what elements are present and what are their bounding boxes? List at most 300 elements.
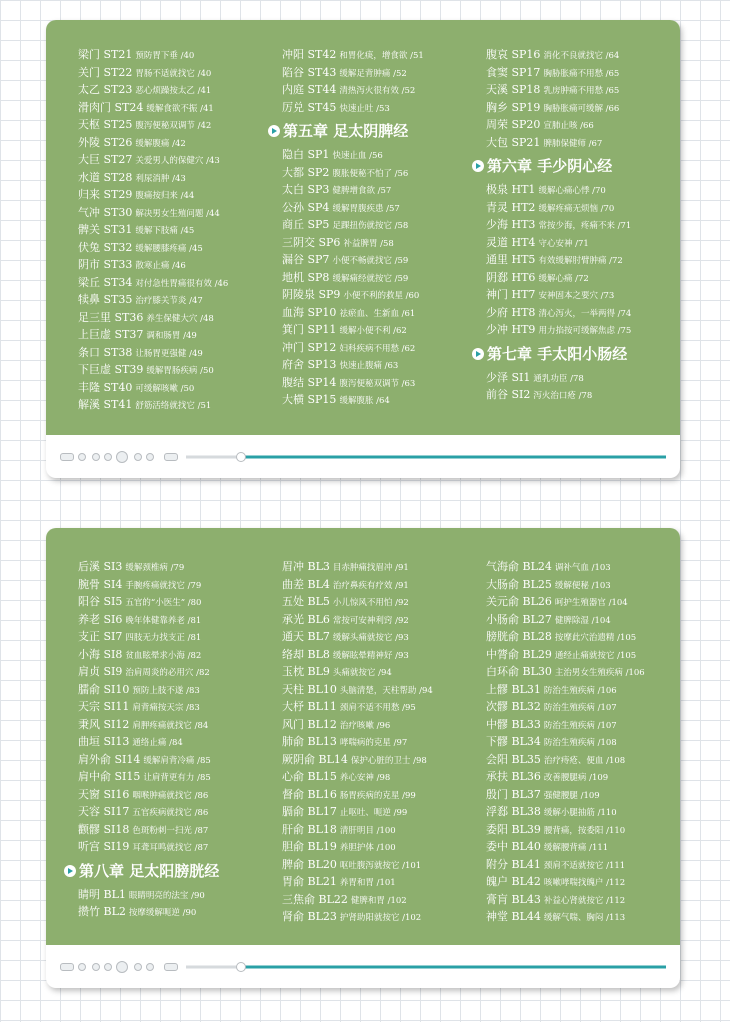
toc-entry[interactable] bbox=[486, 733, 680, 751]
toc-entry[interactable] bbox=[78, 628, 278, 646]
progress-track[interactable] bbox=[186, 455, 666, 458]
prev-icon[interactable] bbox=[78, 453, 86, 461]
acupoint-name: 阴陵泉 SP9 bbox=[282, 288, 341, 301]
acupoint-name: 神门 HT7 bbox=[486, 288, 536, 301]
toc-entry[interactable] bbox=[282, 681, 482, 699]
acupoint-desc: 通乳功臣 /78 bbox=[533, 373, 584, 384]
toc-entry[interactable] bbox=[282, 821, 482, 839]
play-icon bbox=[472, 348, 484, 360]
toc-entry[interactable] bbox=[486, 576, 680, 594]
toc-entry[interactable] bbox=[282, 304, 482, 322]
forward-icon[interactable] bbox=[134, 453, 142, 461]
toc-entry[interactable] bbox=[282, 856, 482, 874]
play-button[interactable] bbox=[116, 961, 128, 973]
acupoint-name: 络却 BL8 bbox=[282, 647, 330, 661]
toc-entry[interactable] bbox=[282, 663, 482, 681]
toc-entry[interactable] bbox=[486, 908, 680, 926]
toc-entry[interactable] bbox=[486, 838, 680, 856]
acupoint-name: 膈俞 BL17 bbox=[282, 805, 337, 818]
acupoint-name: 风门 BL12 bbox=[282, 717, 337, 731]
back-icon[interactable] bbox=[104, 963, 112, 971]
acupoint-desc: 可缓解咳嗽 /50 bbox=[135, 383, 195, 394]
rewind-icon[interactable] bbox=[92, 453, 100, 461]
toc-entry[interactable] bbox=[78, 698, 278, 716]
acupoint-name: 丰隆 ST40 bbox=[78, 380, 133, 394]
toc-entry[interactable] bbox=[78, 169, 278, 187]
acupoint-desc: 贫血眩晕求小海 /82 bbox=[125, 650, 202, 661]
toc-entry[interactable] bbox=[486, 304, 680, 322]
toc-entry[interactable] bbox=[78, 291, 278, 309]
toc-entry[interactable] bbox=[78, 361, 278, 379]
acupoint-name: 肩外俞 SI14 bbox=[78, 752, 141, 766]
chapter-heading-7[interactable] bbox=[472, 339, 680, 369]
acupoint-desc: 五官的“小医生” /80 bbox=[125, 598, 202, 608]
acupoint-desc: 预防上肢不遂 /83 bbox=[132, 685, 200, 696]
toc-entry[interactable] bbox=[78, 221, 278, 239]
acupoint-name: 关元俞 BL26 bbox=[486, 595, 552, 608]
toc-entry[interactable] bbox=[282, 593, 482, 611]
acupoint-name: 上巨虚 ST37 bbox=[78, 328, 144, 341]
toc-entry[interactable] bbox=[78, 681, 278, 699]
toc-entry[interactable] bbox=[282, 646, 482, 664]
acupoint-desc: 腹泻便秘双调节 /63 bbox=[339, 378, 416, 389]
acupoint-desc: 健脾和胃 /102 bbox=[350, 895, 407, 906]
toc-entry[interactable] bbox=[486, 873, 680, 891]
back-icon[interactable] bbox=[104, 453, 112, 461]
acupoint-name: 水道 ST28 bbox=[78, 170, 133, 184]
acupoint-desc: 胃肠不适就找它 /40 bbox=[135, 68, 212, 79]
acupoint-desc: 缓解小腿抽筋 /110 bbox=[543, 808, 617, 818]
toc-entry[interactable] bbox=[282, 751, 482, 769]
acupoint-desc: 肠胃疾病的克星 /99 bbox=[339, 790, 416, 801]
toc-entry[interactable] bbox=[78, 256, 278, 274]
acupoint-desc: 健脾除湿 /104 bbox=[554, 615, 611, 626]
toc-entry[interactable] bbox=[78, 46, 278, 64]
toc-entry[interactable] bbox=[78, 886, 278, 904]
acupoint-desc: 养胃和胃 /101 bbox=[339, 878, 396, 888]
toc-entry[interactable] bbox=[486, 321, 680, 339]
acupoint-desc: 缓解眩晕精神好 /93 bbox=[332, 650, 409, 661]
toc-entry[interactable] bbox=[282, 733, 482, 751]
acupoint-desc: 治肩周炎的必用穴 /82 bbox=[125, 668, 210, 678]
toc-entry[interactable] bbox=[486, 199, 680, 217]
toc-entry[interactable] bbox=[486, 786, 680, 804]
menu-button[interactable] bbox=[60, 963, 74, 971]
acupoint-name: 阴市 ST33 bbox=[78, 258, 133, 271]
acupoint-name: 天枢 ST25 bbox=[78, 118, 133, 131]
toc-entry[interactable] bbox=[282, 576, 482, 594]
toc-entry[interactable] bbox=[78, 239, 278, 257]
toc-entry[interactable] bbox=[486, 628, 680, 646]
acupoint-name: 少泽 SI1 bbox=[486, 370, 531, 384]
acupoint-desc: 缓解腹痛 /42 bbox=[135, 138, 186, 149]
toc-entry[interactable] bbox=[282, 611, 482, 629]
acupoint-name: 髀关 ST31 bbox=[78, 223, 133, 236]
toc-entry[interactable] bbox=[282, 374, 482, 392]
acupoint-name: 委阳 BL39 bbox=[486, 822, 541, 836]
toc-entry[interactable] bbox=[282, 628, 482, 646]
toc-entry[interactable] bbox=[486, 81, 680, 99]
toc-entry[interactable] bbox=[78, 768, 278, 786]
acupoint-name: 通天 BL7 bbox=[282, 630, 330, 643]
toc-entry[interactable] bbox=[78, 186, 278, 204]
acupoint-desc: 缓解小便不利 /62 bbox=[339, 326, 407, 336]
acupoint-name: 前谷 SI2 bbox=[486, 388, 531, 401]
toc-entry[interactable] bbox=[282, 716, 482, 734]
toc-entry[interactable] bbox=[486, 856, 680, 874]
play-button[interactable] bbox=[116, 451, 128, 463]
acupoint-desc: 缓解肩背冷痛 /85 bbox=[143, 755, 211, 766]
toc-entry[interactable] bbox=[282, 269, 482, 287]
toc-entry[interactable] bbox=[486, 698, 680, 716]
forward-icon[interactable] bbox=[134, 963, 142, 971]
toc-entry[interactable] bbox=[78, 903, 278, 921]
acupoint-name: 脾俞 BL20 bbox=[282, 857, 337, 871]
toc-entry[interactable] bbox=[486, 611, 680, 629]
toc-entry[interactable] bbox=[486, 46, 680, 64]
toc-entry[interactable] bbox=[282, 251, 482, 269]
toc-entry[interactable] bbox=[282, 698, 482, 716]
acupoint-desc: 缓解胃肠疾病 /50 bbox=[146, 366, 214, 376]
toc-entry[interactable] bbox=[78, 751, 278, 769]
acupoint-desc: 快速止血 /56 bbox=[332, 151, 383, 161]
acupoint-name: 大巨 ST27 bbox=[78, 153, 133, 166]
toc-entry[interactable] bbox=[78, 396, 278, 414]
acupoint-desc: 小便不利的救星 /60 bbox=[343, 291, 420, 301]
acupoint-desc: 养生保健大穴 /48 bbox=[146, 313, 214, 324]
player-controls bbox=[46, 435, 680, 478]
toc-entry[interactable] bbox=[78, 821, 278, 839]
progress-played bbox=[186, 455, 242, 458]
acupoint-desc: 腹痛按归来 /44 bbox=[135, 191, 195, 201]
acupoint-name: 膏肓 BL43 bbox=[486, 892, 541, 906]
acupoint-desc: 妇科疾病不用愁 /62 bbox=[339, 343, 416, 354]
acupoint-name: 天溪 SP18 bbox=[486, 83, 541, 96]
acupoint-desc: 防治生殖疾病 /107 bbox=[543, 720, 617, 731]
toc-entry[interactable] bbox=[486, 803, 680, 821]
toc-entry[interactable] bbox=[486, 64, 680, 82]
toc-entry[interactable] bbox=[282, 786, 482, 804]
acupoint-desc: 守心安神 /71 bbox=[538, 238, 589, 249]
toc-entry[interactable] bbox=[486, 751, 680, 769]
acupoint-desc: 眼睛明亮的法宝 /90 bbox=[128, 890, 205, 901]
toc-entry[interactable] bbox=[486, 593, 680, 611]
toc-entry[interactable] bbox=[282, 216, 482, 234]
fast-forward-icon[interactable] bbox=[146, 963, 154, 971]
acupoint-name: 小海 SI8 bbox=[78, 647, 123, 661]
acupoint-name: 隐白 SP1 bbox=[282, 148, 330, 161]
toc-entry[interactable] bbox=[78, 344, 278, 362]
chapter-heading-8[interactable] bbox=[64, 856, 278, 886]
toc-entry[interactable] bbox=[78, 803, 278, 821]
acupoint-desc: 肩背痛按天宗 /83 bbox=[132, 703, 200, 713]
player-controls bbox=[46, 945, 680, 988]
acupoint-name: 灵道 HT4 bbox=[486, 235, 536, 249]
toc-entry[interactable] bbox=[486, 251, 680, 269]
acupoint-desc: 头脑清楚，天柱帮助 /94 bbox=[339, 685, 433, 696]
toc-entry[interactable] bbox=[78, 786, 278, 804]
toc-entry[interactable] bbox=[78, 64, 278, 82]
acupoint-name: 大杼 BL11 bbox=[282, 700, 337, 713]
acupoint-name: 肩中俞 SI15 bbox=[78, 770, 141, 783]
toc-entry[interactable] bbox=[282, 234, 482, 252]
acupoint-name: 曲垣 SI13 bbox=[78, 735, 130, 748]
toc-entry[interactable] bbox=[282, 199, 482, 217]
acupoint-name: 腹哀 SP16 bbox=[486, 48, 541, 61]
acupoint-name: 大肠俞 BL25 bbox=[486, 577, 552, 591]
toc-entry[interactable] bbox=[78, 558, 278, 576]
acupoint-desc: 目赤肿痛找眉冲 /91 bbox=[332, 563, 409, 573]
acupoint-name: 魄户 BL42 bbox=[486, 875, 541, 888]
acupoint-name: 承扶 BL36 bbox=[486, 770, 541, 783]
toc-entry[interactable] bbox=[282, 181, 482, 199]
acupoint-name: 通里 HT5 bbox=[486, 253, 536, 266]
acupoint-desc: 四肢无力找支正 /81 bbox=[125, 633, 202, 643]
acupoint-desc: 缓解心痛 /72 bbox=[538, 273, 589, 284]
acupoint-desc: 颈肩不适不用愁 /95 bbox=[339, 703, 416, 713]
toc-entry[interactable] bbox=[486, 234, 680, 252]
acupoint-name: 冲门 SP12 bbox=[282, 340, 337, 354]
acupoint-name: 陷谷 ST43 bbox=[282, 65, 337, 79]
acupoint-name: 食窦 SP17 bbox=[486, 65, 541, 79]
acupoint-name: 肾俞 BL23 bbox=[282, 910, 337, 923]
volume-button[interactable] bbox=[164, 453, 178, 461]
acupoint-desc: 恶心烦躁按太乙 /41 bbox=[135, 86, 212, 96]
toc-entry[interactable] bbox=[78, 593, 278, 611]
acupoint-desc: 护肾助阳就按它 /102 bbox=[339, 913, 422, 923]
acupoint-desc: 按摩此穴治遗精 /105 bbox=[554, 633, 637, 643]
toc-entry[interactable] bbox=[78, 81, 278, 99]
acupoint-name: 内庭 ST44 bbox=[282, 83, 337, 96]
acupoint-desc: 清心泻火，一举两得 /74 bbox=[538, 308, 632, 319]
toc-entry[interactable] bbox=[282, 99, 482, 117]
toc-entry[interactable] bbox=[282, 803, 482, 821]
toc-entry[interactable] bbox=[282, 46, 482, 64]
acupoint-name: 大包 SP21 bbox=[486, 135, 541, 149]
acupoint-desc: 胸胁胀痛不用愁 /65 bbox=[543, 68, 620, 79]
column-1 bbox=[78, 558, 278, 921]
acupoint-desc: 清肝明目 /100 bbox=[339, 825, 396, 836]
toc-entry[interactable] bbox=[78, 274, 278, 292]
acupoint-desc: 乳房肿痛不用愁 /65 bbox=[543, 86, 620, 96]
progress-handle[interactable] bbox=[236, 962, 246, 972]
acupoint-name: 心俞 BL15 bbox=[282, 770, 337, 783]
toc-entry[interactable] bbox=[486, 181, 680, 199]
toc-entry[interactable] bbox=[486, 821, 680, 839]
acupoint-desc: 缓解腰背痛 /111 bbox=[543, 843, 609, 853]
acupoint-desc: 颈肩不适就按它 /111 bbox=[543, 860, 626, 871]
acupoint-name: 归来 ST29 bbox=[78, 188, 133, 201]
toc-entry[interactable] bbox=[282, 768, 482, 786]
acupoint-desc: 强健腰腿 /109 bbox=[543, 790, 600, 801]
acupoint-name: 青灵 HT2 bbox=[486, 200, 536, 214]
toc-entry[interactable] bbox=[486, 663, 680, 681]
acupoint-desc: 养心安神 /98 bbox=[339, 773, 391, 783]
acupoint-desc: 咳嗽哮喘找魄户 /112 bbox=[543, 878, 626, 888]
toc-entry[interactable] bbox=[486, 681, 680, 699]
acupoint-desc: 快速止吐 /53 bbox=[339, 103, 390, 114]
acupoint-name: 阴郄 HT6 bbox=[486, 270, 536, 284]
acupoint-desc: 泻火治口疮 /78 bbox=[533, 391, 593, 401]
acupoint-name: 膀胱俞 BL28 bbox=[486, 630, 552, 643]
acupoint-desc: 利尿消肿 /43 bbox=[135, 173, 186, 184]
toc-entry[interactable] bbox=[78, 733, 278, 751]
acupoint-desc: 缓解食欲不振 /41 bbox=[146, 103, 214, 114]
rewind-icon[interactable] bbox=[92, 963, 100, 971]
acupoint-desc: 治疗痔疮、便血 /108 bbox=[543, 755, 626, 766]
toc-entry[interactable] bbox=[486, 386, 680, 404]
acupoint-desc: 五官疾病就找它 /86 bbox=[132, 808, 209, 818]
acupoint-desc: 调补气血 /103 bbox=[554, 563, 611, 573]
acupoint-desc: 补益心肾就按它 /112 bbox=[543, 895, 626, 906]
toc-entry[interactable] bbox=[78, 663, 278, 681]
acupoint-name: 冲阳 ST42 bbox=[282, 48, 337, 61]
toc-entry[interactable] bbox=[486, 768, 680, 786]
acupoint-desc: 宣肺止咳 /66 bbox=[543, 121, 594, 131]
acupoint-desc: 咽喉肿痛就找它 /86 bbox=[132, 790, 209, 801]
toc-entry[interactable] bbox=[78, 379, 278, 397]
progress-played bbox=[186, 965, 242, 968]
acupoint-name: 胸乡 SP19 bbox=[486, 100, 541, 114]
acupoint-desc: 呕吐腹泻就按它 /101 bbox=[339, 860, 422, 871]
toc-entry[interactable] bbox=[78, 716, 278, 734]
acupoint-desc: 足踝扭伤就按它 /58 bbox=[332, 221, 409, 231]
column-3 bbox=[486, 46, 680, 404]
acupoint-desc: 治疗咳嗽 /96 bbox=[339, 720, 391, 731]
acupoint-desc: 让肠胃更强健 /49 bbox=[135, 348, 203, 359]
toc-entry[interactable] bbox=[282, 286, 482, 304]
menu-button[interactable] bbox=[60, 453, 74, 461]
acupoint-desc: 耳聋耳鸣就找它 /87 bbox=[132, 843, 209, 853]
toc-entry[interactable] bbox=[282, 908, 482, 926]
acupoint-desc: 缓解腰膝疼痛 /45 bbox=[135, 243, 203, 254]
toc-entry[interactable] bbox=[282, 64, 482, 82]
toc-entry[interactable] bbox=[486, 286, 680, 304]
acupoint-desc: 通络止痛 /84 bbox=[132, 738, 183, 748]
acupoint-desc: 清热泻火很有效 /52 bbox=[339, 86, 416, 96]
toc-entry[interactable] bbox=[282, 146, 482, 164]
prev-icon[interactable] bbox=[78, 963, 86, 971]
acupoint-desc: 头痛就按它 /94 bbox=[332, 668, 392, 678]
acupoint-desc: 用力掐按可缓解焦虑 /75 bbox=[538, 326, 632, 336]
toc-entry[interactable] bbox=[486, 558, 680, 576]
toc-entry[interactable] bbox=[486, 116, 680, 134]
acupoint-name: 梁丘 ST34 bbox=[78, 275, 133, 289]
toc-entry[interactable] bbox=[78, 134, 278, 152]
play-icon bbox=[472, 160, 484, 172]
acupoint-name: 下髎 BL34 bbox=[486, 735, 541, 748]
acupoint-name: 气冲 ST30 bbox=[78, 205, 133, 219]
toc-entry[interactable] bbox=[486, 369, 680, 387]
progress-handle[interactable] bbox=[236, 452, 246, 462]
acupoint-name: 五处 BL5 bbox=[282, 595, 330, 608]
toc-entry[interactable] bbox=[282, 558, 482, 576]
toc-entry[interactable] bbox=[282, 873, 482, 891]
toc-entry[interactable] bbox=[486, 134, 680, 152]
acupoint-desc: 止呕吐、呃逆 /99 bbox=[339, 808, 408, 818]
chapter-heading-5[interactable] bbox=[268, 116, 482, 146]
acupoint-desc: 胸胁胀痛可缓解 /66 bbox=[543, 103, 620, 114]
acupoint-desc: 肩胛疼痛就找它 /84 bbox=[132, 720, 209, 731]
toc-entry[interactable] bbox=[78, 204, 278, 222]
toc-entry[interactable] bbox=[486, 646, 680, 664]
toc-entry[interactable] bbox=[282, 321, 482, 339]
toc-page-bottom bbox=[46, 528, 680, 988]
content-area bbox=[46, 528, 680, 945]
toc-entry[interactable] bbox=[486, 716, 680, 734]
acupoint-name: 周荣 SP20 bbox=[486, 118, 541, 131]
acupoint-desc: 缓解足背肿痛 /52 bbox=[339, 68, 407, 79]
acupoint-name: 阳谷 SI5 bbox=[78, 595, 123, 608]
fast-forward-icon[interactable] bbox=[146, 453, 154, 461]
acupoint-name: 三焦俞 BL22 bbox=[282, 892, 348, 906]
acupoint-desc: 保护心脏的卫士 /98 bbox=[350, 755, 427, 766]
toc-entry[interactable] bbox=[282, 81, 482, 99]
toc-entry[interactable] bbox=[78, 611, 278, 629]
chapter-heading-6[interactable] bbox=[472, 151, 680, 181]
toc-entry[interactable] bbox=[78, 838, 278, 856]
toc-entry[interactable] bbox=[282, 164, 482, 182]
acupoint-name: 地机 SP8 bbox=[282, 270, 330, 284]
acupoint-name: 支正 SI7 bbox=[78, 630, 123, 643]
acupoint-name: 睛明 BL1 bbox=[78, 887, 126, 901]
toc-entry[interactable] bbox=[78, 326, 278, 344]
acupoint-desc: 手腕疼痛就找它 /79 bbox=[125, 580, 202, 591]
acupoint-desc: 防治生殖疾病 /106 bbox=[543, 685, 617, 696]
acupoint-name: 大都 SP2 bbox=[282, 165, 330, 179]
toc-entry[interactable] bbox=[486, 99, 680, 117]
chapter-title: 第八章 足太阳膀胱经 bbox=[79, 861, 220, 880]
column-2 bbox=[282, 558, 482, 926]
toc-entry[interactable] bbox=[282, 391, 482, 409]
toc-entry[interactable] bbox=[282, 356, 482, 374]
acupoint-desc: 治疗膝关节炎 /47 bbox=[135, 296, 203, 306]
acupoint-desc: 安神固本之要穴 /73 bbox=[538, 291, 615, 301]
toc-entry[interactable] bbox=[78, 99, 278, 117]
acupoint-name: 眉冲 BL3 bbox=[282, 560, 330, 573]
toc-entry[interactable] bbox=[78, 309, 278, 327]
toc-entry[interactable] bbox=[78, 646, 278, 664]
chapter-title: 第五章 足太阴脾经 bbox=[283, 122, 409, 140]
volume-button[interactable] bbox=[164, 963, 178, 971]
acupoint-name: 小肠俞 BL27 bbox=[486, 612, 552, 626]
toc-entry[interactable] bbox=[486, 216, 680, 234]
acupoint-name: 天柱 BL10 bbox=[282, 682, 337, 696]
acupoint-name: 督俞 BL16 bbox=[282, 787, 337, 801]
toc-entry[interactable] bbox=[282, 838, 482, 856]
progress-track[interactable] bbox=[186, 965, 666, 968]
acupoint-name: 关门 ST22 bbox=[78, 65, 133, 79]
acupoint-desc: 缓解胃腹疾患 /57 bbox=[332, 203, 400, 214]
toc-entry[interactable] bbox=[78, 151, 278, 169]
toc-entry[interactable] bbox=[282, 339, 482, 357]
toc-entry[interactable] bbox=[282, 891, 482, 909]
toc-entry[interactable] bbox=[486, 891, 680, 909]
acupoint-name: 少海 HT3 bbox=[486, 218, 536, 231]
acupoint-name: 曲差 BL4 bbox=[282, 577, 330, 591]
toc-entry[interactable] bbox=[486, 269, 680, 287]
toc-entry[interactable] bbox=[78, 576, 278, 594]
toc-entry[interactable] bbox=[78, 116, 278, 134]
acupoint-name: 养老 SI6 bbox=[78, 612, 123, 626]
acupoint-name: 腹结 SP14 bbox=[282, 375, 337, 389]
acupoint-desc: 缓解腹胀 /64 bbox=[339, 396, 390, 406]
acupoint-name: 厉兑 ST45 bbox=[282, 100, 337, 114]
acupoint-name: 腕骨 SI4 bbox=[78, 577, 123, 591]
toc-page-top bbox=[46, 20, 680, 478]
acupoint-name: 太乙 ST23 bbox=[78, 83, 133, 96]
acupoint-name: 厥阴俞 BL14 bbox=[282, 752, 348, 766]
